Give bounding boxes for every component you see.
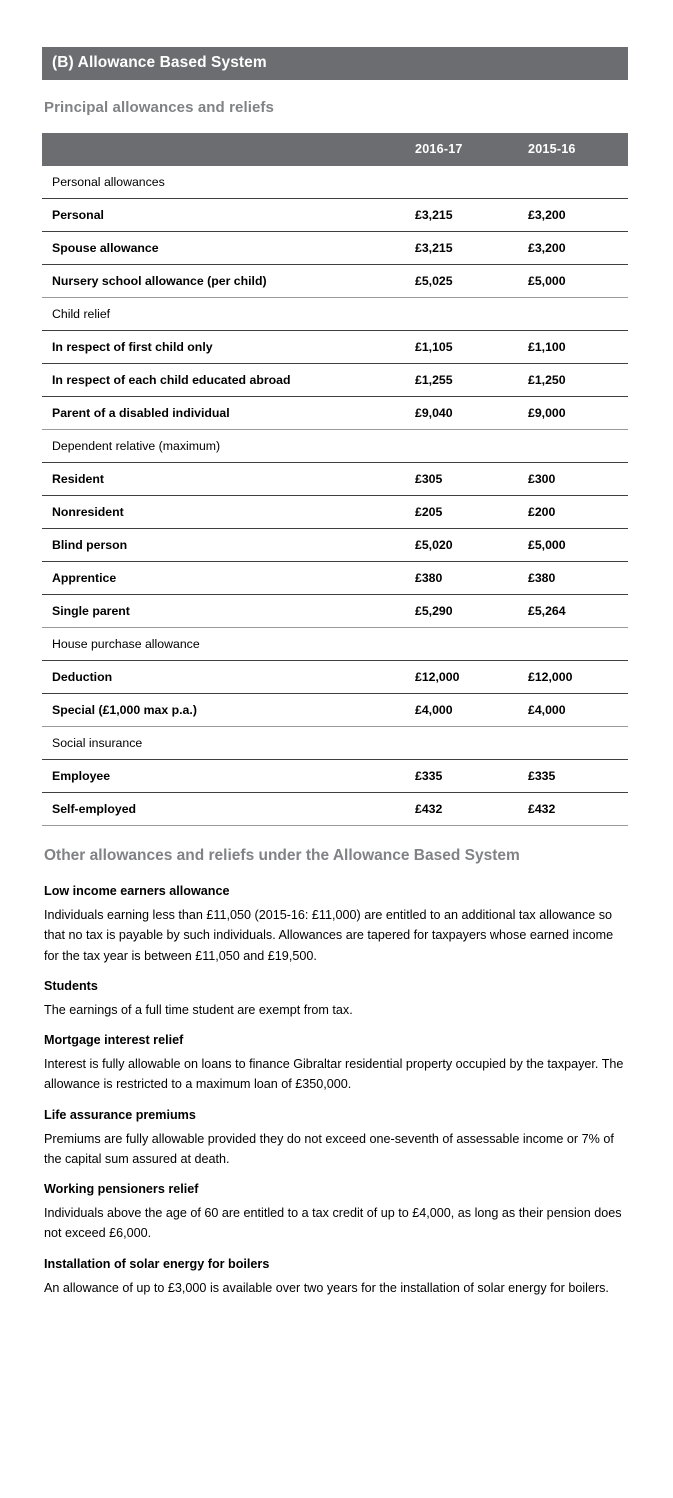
row-value-2016-17: £205 [415,495,528,528]
table-header-row [42,133,628,166]
row-label: Nursery school allowance (per child) [42,264,415,297]
row-category-label: Personal allowances [42,166,415,199]
row-value-2016-17: £3,215 [415,198,528,231]
row-value-2016-17 [415,166,528,199]
note-body: The earnings of a full time student are exempt from tax. [44,1002,353,1017]
row-value-2015-16: £12,000 [528,660,628,693]
row-value-2016-17: £9,040 [415,396,528,429]
row-value-2015-16: £335 [528,759,628,792]
row-value-2015-16: £1,250 [528,363,628,396]
table-row [42,166,628,199]
row-label: Employee [42,759,415,792]
other-allowances-heading: Other allowances and reliefs under the Allowance Based System [44,846,520,864]
row-value-2015-16: £200 [528,495,628,528]
row-label: Apprentice [42,561,415,594]
row-label: Blind person [42,528,415,561]
row-value-2015-16: £3,200 [528,198,628,231]
row-label: Personal [42,198,415,231]
row-value-2015-16 [528,726,628,759]
row-value-2016-17 [415,429,528,462]
table-row [42,231,628,264]
row-value-2015-16: £1,100 [528,330,628,363]
table-row [42,759,628,792]
row-value-2016-17: £5,020 [415,528,528,561]
note-body: Interest is fully allowable on loans to finance Gibraltar residential property occupied by the taxpayer. The allowance is restricted to a maximum loan of £350,000. [44,1057,624,1092]
row-value-2015-16: £4,000 [528,693,628,726]
row-value-2016-17: £12,000 [415,660,528,693]
note-block [44,1108,628,1170]
note-body: Individuals earning less than £11,050 (2015-16: £11,000) are entitled to an additional tax allowance so that no tax is payable by such individuals. Allowances are tapered for taxpayers whose earned income for the tax year is between £11,050 and £19,500. [44,908,614,963]
row-label: Parent of a disabled individual [42,396,415,429]
row-value-2016-17: £1,105 [415,330,528,363]
row-value-2015-16 [528,627,628,660]
row-value-2015-16: £5,000 [528,528,628,561]
row-label: Deduction [42,660,415,693]
table-row [42,660,628,693]
note-block [44,1257,628,1298]
column-header-2016-17: 2016-17 [415,133,528,166]
note-heading: Low income earners allowance [44,884,230,899]
row-value-2015-16: £300 [528,462,628,495]
column-header-2015-16: 2015-16 [528,133,628,166]
table-row [42,792,628,825]
row-value-2016-17: £4,000 [415,693,528,726]
row-value-2016-17 [415,297,528,330]
table-row [42,297,628,330]
row-value-2016-17: £335 [415,759,528,792]
row-label: Nonresident [42,495,415,528]
notes-container [42,884,628,1298]
note-heading: Life assurance premiums [44,1107,196,1122]
row-value-2015-16: £9,000 [528,396,628,429]
table-row [42,726,628,759]
note-block [44,884,628,966]
row-value-2015-16: £3,200 [528,231,628,264]
table-row [42,495,628,528]
row-value-2016-17: £5,025 [415,264,528,297]
row-value-2015-16 [528,429,628,462]
row-value-2015-16: £5,000 [528,264,628,297]
row-label: Spouse allowance [42,231,415,264]
row-value-2016-17: £305 [415,462,528,495]
note-heading: Installation of solar energy for boilers [44,1256,270,1271]
allowances-table [42,133,628,826]
note-heading: Working pensioners relief [44,1182,199,1197]
column-header-label [42,133,415,166]
row-label: Single parent [42,594,415,627]
row-label: Special (£1,000 max p.a.) [42,693,415,726]
row-label: In respect of each child educated abroad [42,363,415,396]
row-value-2015-16: £432 [528,792,628,825]
row-label: Self-employed [42,792,415,825]
section-title-bar: (B) Allowance Based System [42,47,628,80]
row-category-label: House purchase allowance [42,627,415,660]
row-value-2016-17: £3,215 [415,231,528,264]
row-label: In respect of first child only [42,330,415,363]
table-header [42,133,628,166]
table-row [42,627,628,660]
note-block [44,979,628,1020]
row-value-2015-16: £5,264 [528,594,628,627]
row-value-2016-17 [415,726,528,759]
row-value-2016-17: £1,255 [415,363,528,396]
table-row [42,594,628,627]
table-body [42,166,628,826]
note-heading: Students [44,979,98,994]
row-label: Resident [42,462,415,495]
table-row [42,561,628,594]
row-value-2015-16 [528,297,628,330]
row-category-label: Dependent relative (maximum) [42,429,415,462]
row-category-label: Social insurance [42,726,415,759]
note-block [44,1182,628,1244]
row-value-2016-17: £380 [415,561,528,594]
note-body: Individuals above the age of 60 are entitled to a tax credit of up to £4,000, as long as their pension does not exceed £6,000. [44,1206,622,1241]
row-value-2016-17 [415,627,528,660]
note-block [44,1033,628,1095]
table-row [42,264,628,297]
table-subtitle: Principal allowances and reliefs [44,98,274,116]
table-row [42,528,628,561]
table-row [42,429,628,462]
row-value-2015-16 [528,166,628,199]
row-value-2016-17: £5,290 [415,594,528,627]
table-row [42,462,628,495]
table-row [42,693,628,726]
row-value-2016-17: £432 [415,792,528,825]
table-row [42,396,628,429]
row-category-label: Child relief [42,297,415,330]
note-body: Premiums are fully allowable provided they do not exceed one-seventh of assessable income or 7% of the capital sum assured at death. [44,1131,614,1166]
table-row [42,363,628,396]
row-value-2015-16: £380 [528,561,628,594]
note-heading: Mortgage interest relief [44,1033,184,1048]
note-body: An allowance of up to £3,000 is available over two years for the installation of solar energy for boilers. [44,1280,609,1295]
table-row [42,198,628,231]
table-row [42,330,628,363]
